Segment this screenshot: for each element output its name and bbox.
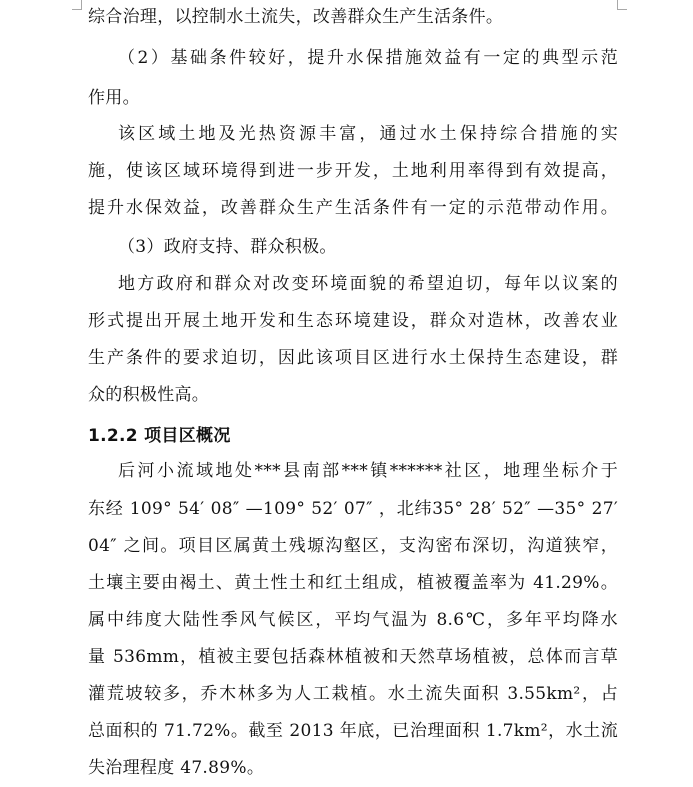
- text-line: 综合治理，以控制水土流失，改善群众生产生活条件。: [88, 7, 504, 27]
- text-line: （2）基础条件较好，提升水保措施效益有一定的典型示范: [118, 48, 618, 68]
- margin-corner-mark-left: [72, 0, 82, 10]
- text-line: 属中纬度大陆性季风气候区，平均气温为 8.6℃，多年平均降水: [88, 610, 618, 630]
- text-line: 施，使该区域环境得到进一步开发，土地利用率得到有效提高，: [88, 161, 618, 181]
- text-line: 04″ 之间。项目区属黄土残塬沟壑区，支沟密布深切，沟道狭窄，: [88, 536, 618, 556]
- text-line: 该区域土地及光热资源丰富，通过水土保持综合措施的实: [118, 124, 618, 144]
- section-heading: 1.2.2 项目区概况: [88, 426, 231, 446]
- text-line: 地方政府和群众对改变环境面貌的希望迫切，每年以议案的: [118, 274, 618, 294]
- text-line: 生产条件的要求迫切，因此该项目区进行水土保持生态建设，群: [88, 348, 618, 368]
- text-line: 失治理程度 47.89%。: [88, 758, 265, 778]
- text-line: 后河小流域地处***县南部***镇******社区，地理坐标介于: [118, 461, 618, 481]
- text-line: 总面积的 71.72%。截至 2013 年底，已治理面积 1.7km²，水土流: [88, 721, 618, 741]
- text-line: 量 536mm，植被主要包括森林植被和天然草场植被，总体而言草: [88, 647, 618, 667]
- text-line: 作用。: [88, 88, 140, 108]
- text-line: （3）政府支持、群众积极。: [118, 237, 337, 257]
- margin-corner-mark-right: [617, 0, 627, 10]
- text-line: 灌荒坡较多，乔木林多为人工栽植。水土流失面积 3.55km²，占: [88, 684, 618, 704]
- text-line: 提升水保效益，改善群众生产生活条件有一定的示范带动作用。: [88, 198, 618, 218]
- text-line: 土壤主要由褐土、黄土性土和红土组成，植被覆盖率为 41.29%。: [88, 573, 618, 593]
- text-line: 形式提出开展土地开发和生态环境建设，群众对造林，改善农业: [88, 311, 618, 331]
- text-line: 众的积极性高。: [88, 385, 210, 405]
- text-line: 东经 109° 54′ 08″ —109° 52′ 07″ ，北纬35° 28′ 52″ —35° 27′: [88, 499, 618, 519]
